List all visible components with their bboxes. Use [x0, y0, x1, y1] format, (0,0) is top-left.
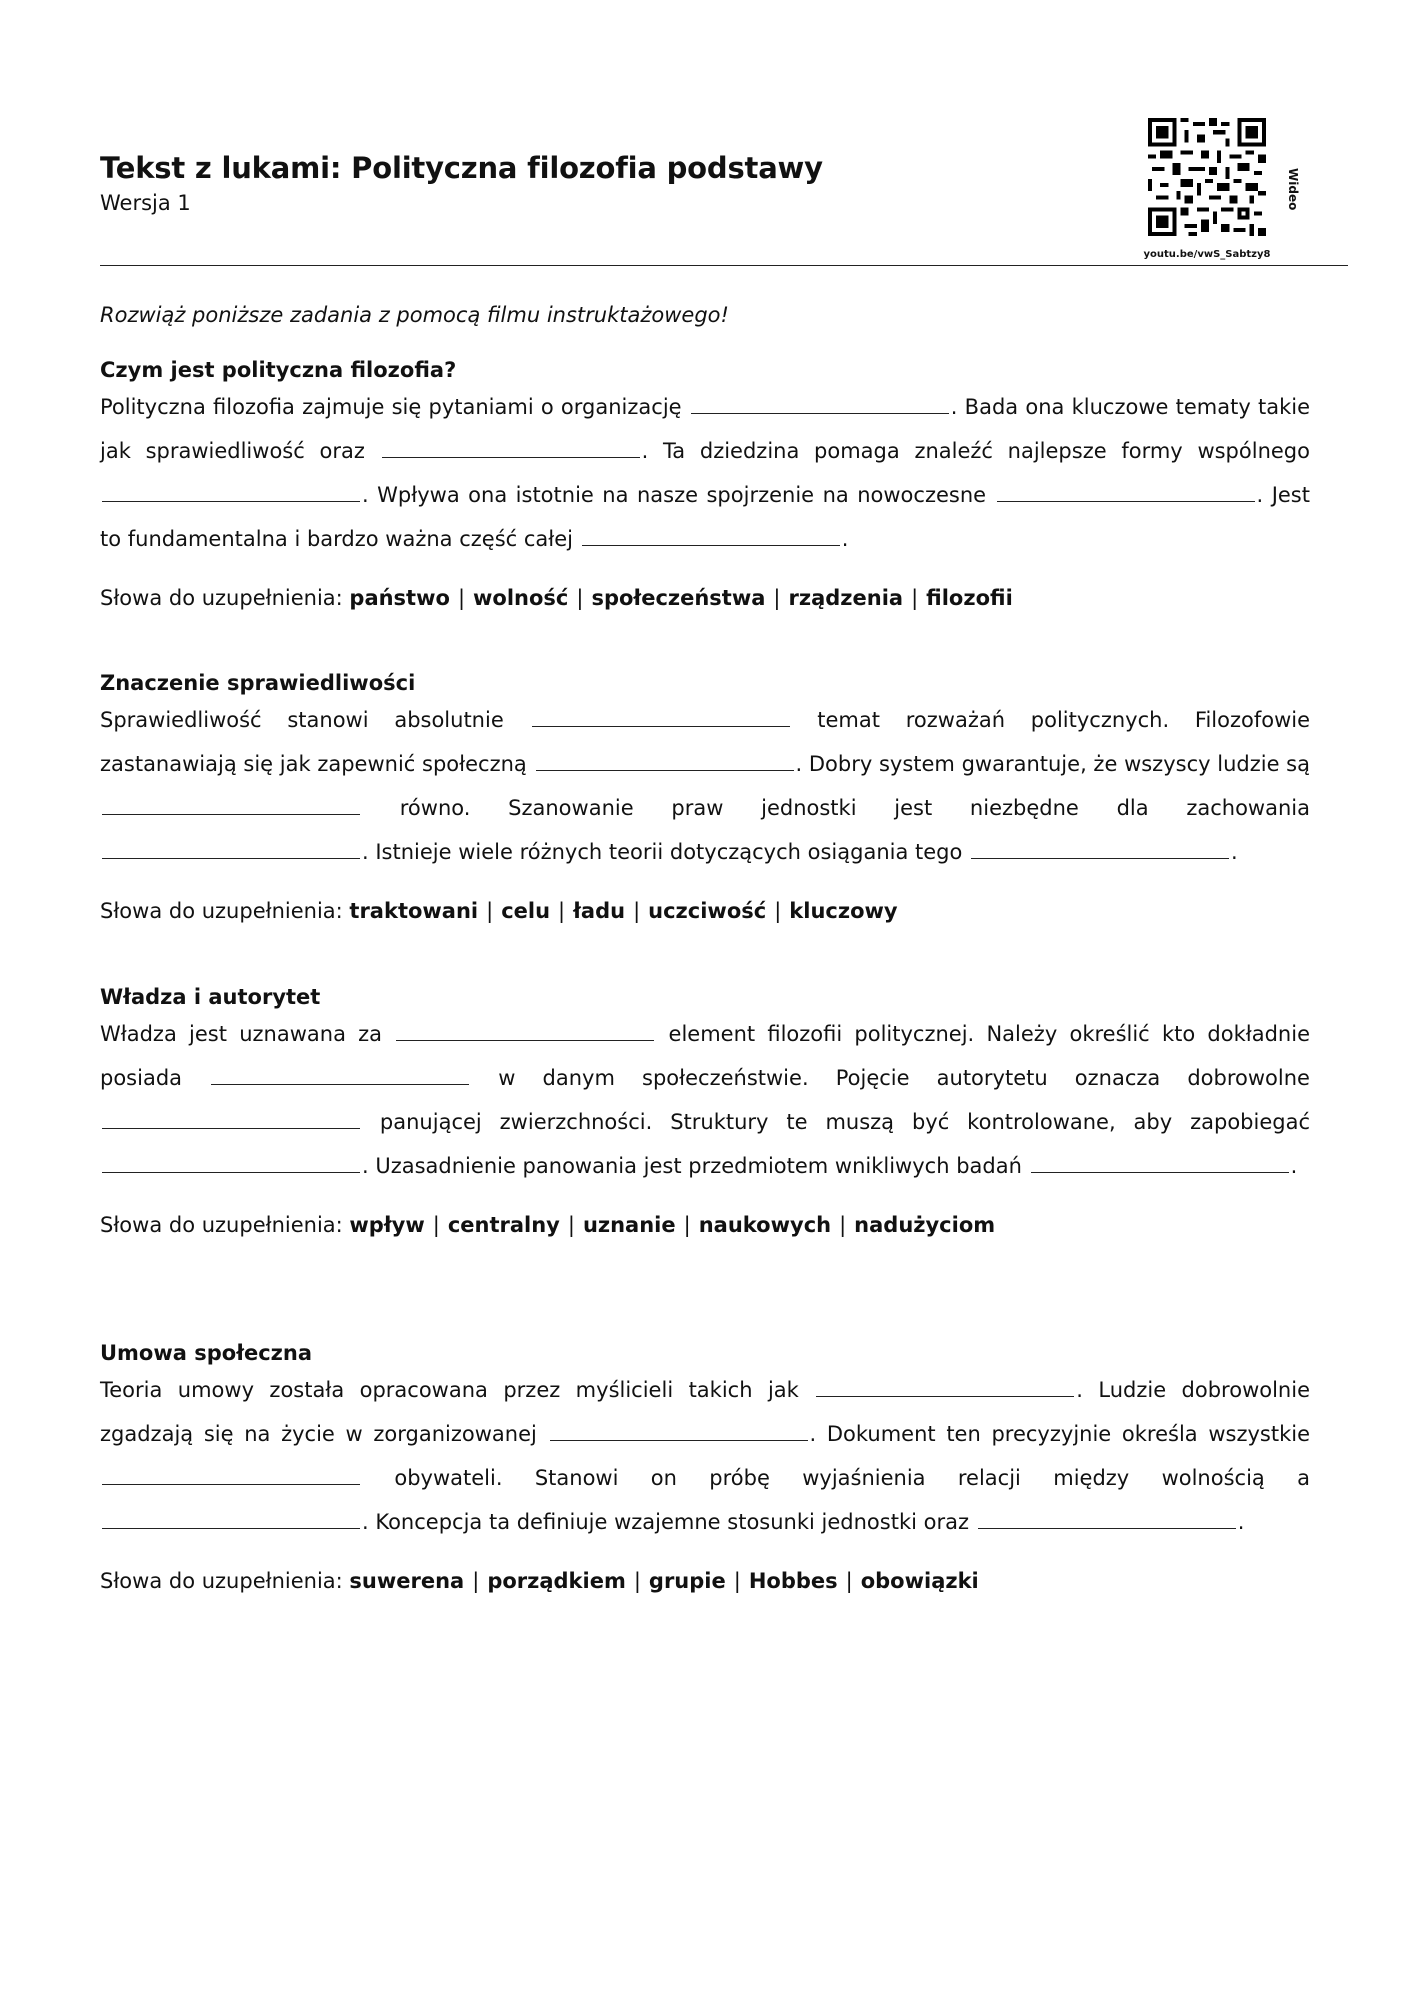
word-bank-item: grupie	[648, 1569, 726, 1593]
word-bank-item: suwerena	[349, 1569, 465, 1593]
word-bank-label: Słowa do uzupełnienia:	[100, 586, 350, 610]
blank-input-field[interactable]	[102, 1154, 360, 1173]
text-segment: równo. Szanowanie praw jednostki jest niezbędne dla zachowania	[399, 796, 1310, 820]
qr-code-icon[interactable]	[1148, 118, 1266, 236]
blank-input-field[interactable]	[1031, 1154, 1289, 1173]
separator: |	[457, 586, 466, 610]
separator: |	[567, 1213, 575, 1237]
word-bank-label: Słowa do uzupełnienia:	[100, 1213, 350, 1237]
blank-input-field[interactable]	[102, 1466, 360, 1485]
word-bank-item: nadużyciom	[854, 1213, 996, 1237]
header	[100, 150, 823, 218]
text-segment: .	[1290, 1154, 1298, 1178]
text-segment: . Dokument ten precyzyjnie określa wszystkie	[809, 1422, 1310, 1446]
separator: |	[683, 1213, 691, 1237]
word-bank-item: naukowych	[698, 1213, 832, 1237]
word-bank-item: uczciwość	[648, 899, 767, 923]
word-bank-label: Słowa do uzupełnienia:	[100, 1569, 350, 1593]
gap-text-paragraph	[100, 1012, 1310, 1188]
text-segment: element filozofii politycznej. Należy określić kto dokładnie posiada	[100, 1022, 1310, 1090]
separator: |	[911, 586, 919, 610]
blank-input-field[interactable]	[102, 1110, 360, 1129]
word-bank-item: Hobbes	[748, 1569, 838, 1593]
word-bank	[100, 583, 1310, 613]
text-segment: . Jest to fundamentalna i bardzo ważna część całej	[100, 483, 1310, 551]
word-bank-item: rządzenia	[788, 586, 904, 610]
blank-input-field[interactable]	[211, 1066, 469, 1085]
blank-input-field[interactable]	[396, 1022, 654, 1041]
text-segment: obywateli. Stanowi on próbę wyjaśnienia relacji między wolnością a	[394, 1466, 1310, 1490]
separator: |	[839, 1213, 847, 1237]
text-segment: . Bada ona kluczowe tematy takie jak sprawiedliwość oraz	[100, 395, 1310, 463]
version-label: Wersja 1	[100, 191, 191, 215]
word-bank-item: wpływ	[349, 1213, 425, 1237]
text-segment: panującej zwierzchności. Struktury te muszą być kontrolowane, aby zapobiegać	[379, 1110, 1310, 1134]
section-3	[100, 982, 1310, 1240]
separator: |	[472, 1569, 480, 1593]
word-bank-label: Słowa do uzupełnienia:	[100, 899, 350, 923]
text-segment: . Koncepcja ta definiuje wzajemne stosunki jednostki oraz	[362, 1510, 969, 1534]
word-bank-item: centralny	[447, 1213, 560, 1237]
blank-input-field[interactable]	[102, 483, 360, 502]
separator: |	[558, 899, 566, 923]
blank-input-field[interactable]	[102, 1510, 360, 1529]
text-segment: . Wpływa ona istotnie na nasze spojrzenie na nowoczesne	[362, 483, 987, 507]
separator: |	[845, 1569, 853, 1593]
video-side-label: Wideo	[1286, 168, 1300, 211]
word-bank-item: traktowani	[349, 899, 479, 923]
separator: |	[432, 1213, 440, 1237]
blank-input-field[interactable]	[102, 796, 360, 815]
blank-input-field[interactable]	[550, 1422, 808, 1441]
blank-input-field[interactable]	[971, 840, 1229, 859]
separator: |	[774, 899, 782, 923]
text-segment: .	[841, 527, 849, 551]
word-bank-item: społeczeństwa	[591, 586, 766, 610]
section-heading: Czym jest polityczna filozofia?	[100, 358, 457, 382]
text-segment: Teoria umowy została opracowana przez myślicieli takich jak	[100, 1378, 799, 1402]
word-bank-item: obowiązki	[860, 1569, 979, 1593]
blank-input-field[interactable]	[536, 752, 794, 771]
header-divider	[100, 265, 1348, 266]
text-segment: Polityczna filozofia zajmuje się pytaniami o organizację	[100, 395, 682, 419]
qr-link-caption[interactable]: youtu.be/vwS_Sabtzy8	[1143, 249, 1271, 260]
blank-input-field[interactable]	[102, 840, 360, 859]
word-bank-item: celu	[501, 899, 551, 923]
separator: |	[633, 1569, 641, 1593]
word-bank	[100, 1210, 1310, 1240]
text-segment: .	[1237, 1510, 1245, 1534]
blank-input-field[interactable]	[816, 1378, 1074, 1397]
worksheet-content	[100, 300, 1310, 1593]
word-bank	[100, 896, 1310, 926]
separator: |	[733, 1569, 741, 1593]
separator: |	[633, 899, 641, 923]
separator: |	[773, 586, 781, 610]
word-bank-item: uznanie	[582, 1213, 676, 1237]
blank-input-field[interactable]	[997, 483, 1255, 502]
word-bank-item: wolność	[473, 586, 569, 610]
section-heading: Umowa społeczna	[100, 1341, 313, 1365]
blank-input-field[interactable]	[382, 439, 640, 458]
separator: |	[486, 899, 494, 923]
text-segment: . Dobry system gwarantuje, że wszyscy ludzie są	[795, 752, 1310, 776]
instructions: Rozwiąż poniższe zadania z pomocą filmu instruktażowego!	[100, 303, 729, 327]
section-4	[100, 1338, 1310, 1596]
section-heading: Władza i autorytet	[100, 985, 321, 1009]
gap-text-paragraph	[100, 698, 1310, 874]
word-bank-item: państwo	[349, 586, 450, 610]
text-segment: . Istnieje wiele różnych teorii dotyczących osiągania tego	[362, 840, 963, 864]
section-heading: Znaczenie sprawiedliwości	[100, 671, 416, 695]
word-bank-item: kluczowy	[789, 899, 898, 923]
section-1	[100, 355, 1310, 613]
text-segment: . Ludzie dobrowolnie zgadzają się na życie w zorganizowanej	[100, 1378, 1310, 1446]
word-bank-item: filozofii	[926, 586, 1013, 610]
text-segment: Sprawiedliwość stanowi absolutnie	[100, 708, 504, 732]
word-bank-item: porządkiem	[487, 1569, 626, 1593]
gap-text-paragraph	[100, 385, 1310, 561]
gap-text-paragraph	[100, 1368, 1310, 1544]
page-title: Tekst z lukami: Polityczna filozofia podstawy	[100, 151, 823, 185]
blank-input-field[interactable]	[582, 527, 840, 546]
word-bank	[100, 1566, 1310, 1596]
blank-input-field[interactable]	[532, 708, 790, 727]
section-2	[100, 668, 1310, 926]
text-segment: . Ta dziedzina pomaga znaleźć najlepsze formy wspólnego	[641, 439, 1310, 463]
blank-input-field[interactable]	[691, 395, 949, 414]
text-segment: Władza jest uznawana za	[100, 1022, 383, 1046]
separator: |	[576, 586, 584, 610]
word-bank-item: ładu	[573, 899, 626, 923]
text-segment: .	[1231, 840, 1238, 864]
text-segment: temat rozważań politycznych. Filozofowie zastanawiają się jak zapewnić społeczną	[100, 708, 1310, 776]
text-segment: . Uzasadnienie panowania jest przedmiotem wnikliwych badań	[362, 1154, 1022, 1178]
blank-input-field[interactable]	[978, 1510, 1236, 1529]
text-segment: w danym społeczeństwie. Pojęcie autorytetu oznacza dobrowolne	[498, 1066, 1310, 1090]
